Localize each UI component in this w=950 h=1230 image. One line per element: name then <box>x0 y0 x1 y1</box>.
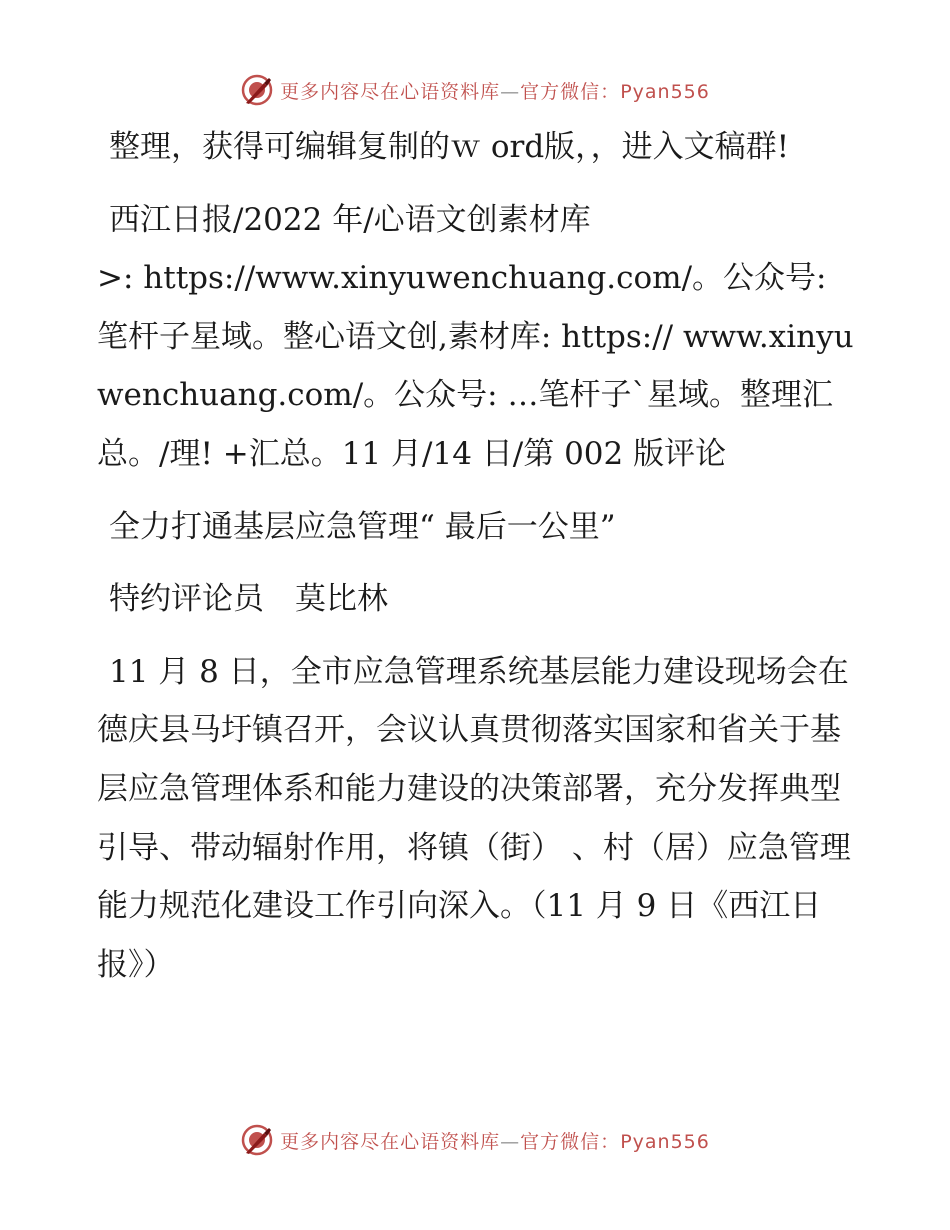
page-footer-banner <box>0 1120 950 1160</box>
footer-banner-text <box>280 1127 710 1154</box>
intro-paragraph: 整理，获得可编辑复制的ｗ ord版，，进入文稿群! <box>109 129 790 165</box>
header-banner-wechat-id: Pyan556 <box>620 80 710 103</box>
header-banner-tail: 官方微信： <box>520 80 621 103</box>
article-title: 全力打通基层应急管理“ 最后一公里” <box>109 508 616 545</box>
footer-banner-main: 更多内容尽在心语资料库 <box>280 1130 501 1153</box>
header-banner-text <box>280 77 710 104</box>
source-line: 西江日报/2022 年/心语文创素材库 <box>109 201 591 238</box>
header-banner-separator: — <box>500 80 521 103</box>
document-body <box>97 118 857 994</box>
footer-banner-tail: 官方微信： <box>520 1130 621 1153</box>
header-banner-main: 更多内容尽在心语资料库 <box>280 80 501 103</box>
footer-banner-separator: — <box>500 1130 521 1153</box>
pen-logo-icon <box>240 1123 274 1157</box>
footer-banner-wechat-id: Pyan556 <box>620 1130 710 1153</box>
pen-logo-icon <box>240 73 274 107</box>
page-header-banner <box>0 70 950 110</box>
article-body-paragraph: 11 月 8 日，全市应急管理系统基层能力建设现场会在德庆县马圩镇召开，会议认真贯彻落实国家和省关于基层应急管理体系和能力建设的决策部署，充分发挥典型引导、带动辐射作用，将镇（街） 、村（居）应急管理能力规范化建设工作引向深入。（11 月 9 日《西江日报》） <box>97 653 851 983</box>
source-link-paragraph: >: https://www.xinyuwenchuang.com/。公众号: 笔杆子星域。整心语文创,素材库: https:// www.xinyuwenchuang.com/。公众号: …笔杆子`星域。整理汇总。/理! +汇总。11 月/14 日/第 002 版评论 <box>97 260 854 472</box>
article-byline: 特约评论员 莫比林 <box>109 581 388 618</box>
